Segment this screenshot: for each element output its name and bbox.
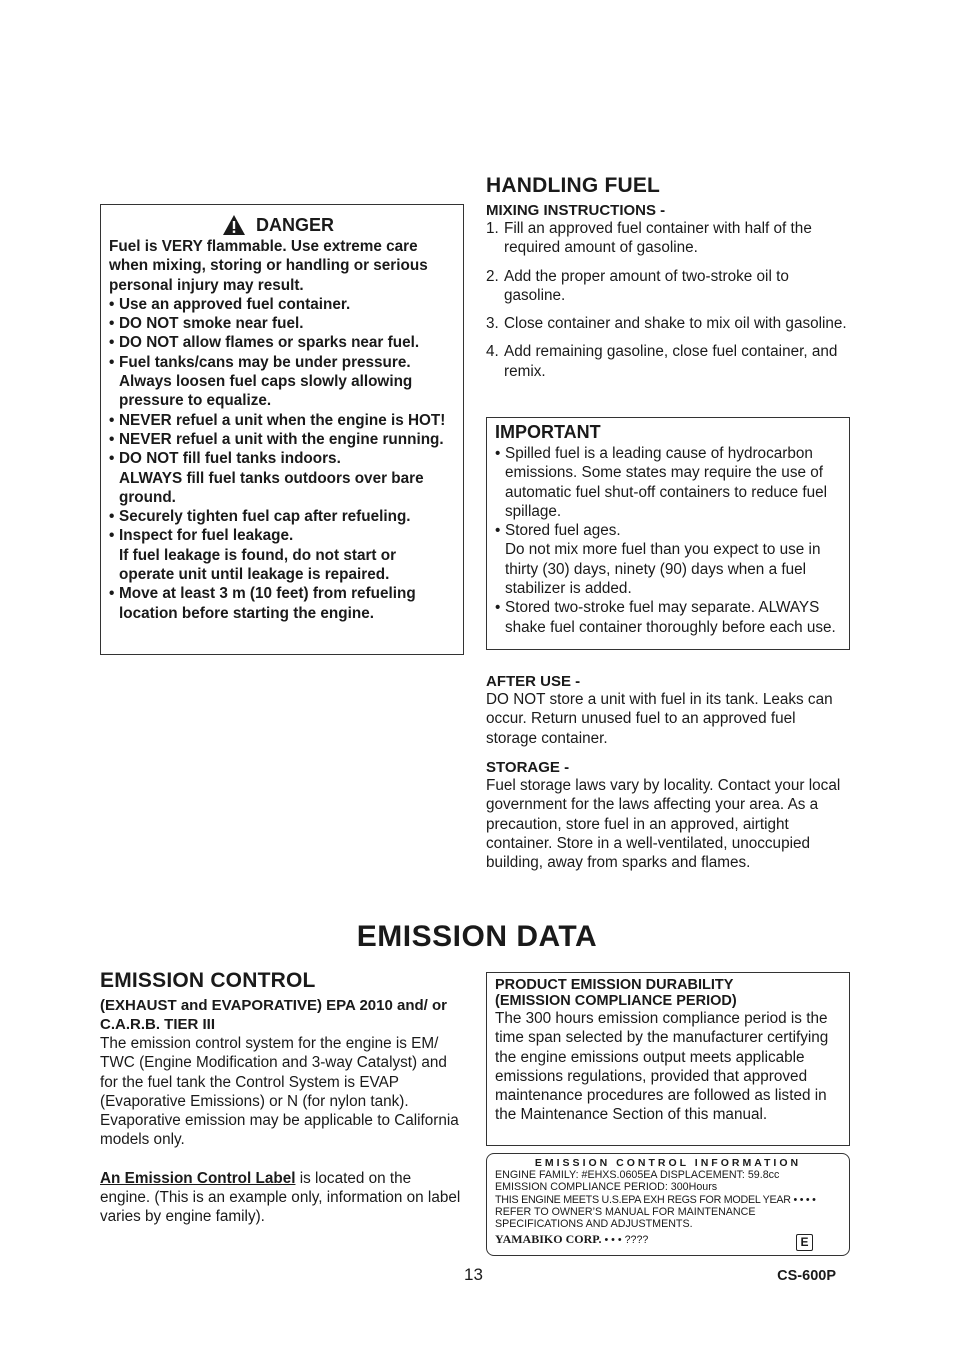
danger-label: DANGER bbox=[256, 214, 335, 235]
after-use-heading: AFTER USE - bbox=[486, 673, 581, 690]
danger-item: • Securely tighten fuel cap after refueling. bbox=[109, 507, 455, 526]
important-item bbox=[495, 521, 841, 598]
step-text: Add the proper amount of two-stroke oil to gasoline. bbox=[504, 267, 789, 304]
important-item-subtext: Do not mix more fuel than you expect to use in thirty (30) days, ninety (90) days when a fuel stabilizer is added. bbox=[505, 541, 821, 598]
label-line: REFER TO OWNER’S MANUAL FOR MAINTENANCE bbox=[495, 1205, 756, 1218]
danger-item: • DO NOT smoke near fuel. bbox=[109, 314, 455, 333]
danger-item-text: Inspect for fuel leakage. bbox=[119, 527, 294, 545]
e-badge-icon: E bbox=[796, 1234, 813, 1251]
step-number: 4. bbox=[486, 343, 499, 361]
mixing-step bbox=[486, 314, 848, 333]
mixing-step bbox=[486, 267, 848, 306]
danger-list bbox=[109, 295, 455, 623]
important-box bbox=[486, 417, 850, 650]
step-text: Add remaining gasoline, close fuel container, and remix. bbox=[504, 343, 838, 380]
storage-section bbox=[486, 759, 848, 872]
label-maker-line bbox=[495, 1233, 841, 1246]
label-line: ENGINE FAMILY: #EHXS.0605EA DISPLACEMENT: 59.8cc bbox=[495, 1169, 780, 1182]
handling-fuel-title: HANDLING FUEL bbox=[486, 174, 661, 197]
important-item: • Stored two-stroke fuel may separate. ALWAYS shake fuel container thoroughly before each use. bbox=[495, 598, 841, 637]
label-title: EMISSION CONTROL INFORMATION bbox=[534, 1157, 802, 1169]
emission-label-example bbox=[486, 1153, 850, 1256]
danger-item-subtext: If fuel leakage is found, do not start or operate unit until leakage is repaired. bbox=[119, 546, 397, 584]
warning-triangle-icon bbox=[222, 214, 246, 236]
step-text: Close container and shake to mix oil with gasoline. bbox=[504, 315, 847, 333]
important-heading: IMPORTANT bbox=[495, 422, 601, 442]
label-line: SPECIFICATIONS AND ADJUSTMENTS. bbox=[495, 1218, 693, 1231]
emission-data-title: EMISSION DATA bbox=[356, 920, 598, 953]
durability-box bbox=[486, 972, 850, 1146]
danger-item bbox=[109, 526, 455, 584]
emission-control-section bbox=[100, 969, 464, 1227]
page-number: 13 bbox=[464, 1265, 483, 1284]
danger-item: • Fuel tanks/cans may be under pressure. Always loosen fuel caps slowly allowing pressure to equalize. bbox=[109, 353, 455, 411]
storage-heading: STORAGE - bbox=[486, 759, 570, 776]
danger-item: • DO NOT allow flames or sparks near fuel. bbox=[109, 333, 455, 352]
emission-control-title: EMISSION CONTROL bbox=[100, 969, 316, 992]
label-maker-suffix: • • • ???? bbox=[601, 1234, 649, 1247]
handling-fuel-section bbox=[486, 174, 848, 390]
important-list bbox=[495, 444, 841, 637]
danger-item-text: DO NOT fill fuel tanks indoors. bbox=[119, 450, 341, 468]
step-number: 2. bbox=[486, 267, 499, 285]
important-item-text: Stored fuel ages. bbox=[505, 522, 621, 540]
mixing-heading: MIXING INSTRUCTIONS - bbox=[486, 202, 666, 219]
after-use-section bbox=[486, 673, 850, 748]
durability-heading-line1: PRODUCT EMISSION DURABILITY bbox=[495, 977, 734, 993]
label-line: THIS ENGINE MEETS U.S.EPA EXH REGS FOR MODEL YEAR • • • • bbox=[495, 1193, 816, 1206]
label-maker: YAMABIKO CORP. bbox=[495, 1232, 602, 1247]
important-item: • Spilled fuel is a leading cause of hydrocarbon emissions. Some states may require the use of automatic fuel shut-off containers to reduce fuel spillage. bbox=[495, 444, 841, 521]
emission-label-text: is located on the engine. (This is an example only, information on label varies by engine family). bbox=[100, 1169, 461, 1226]
danger-heading bbox=[222, 213, 455, 237]
danger-item: • Use an approved fuel container. bbox=[109, 295, 455, 314]
mixing-step bbox=[486, 219, 848, 258]
step-number: 3. bbox=[486, 315, 499, 333]
emission-control-text: The emission control system for the engine is EM/ TWC (Engine Modification and 3-way Catalyst) and for the fuel tank the Control System is EVAP (Evaporative Emissions) or N (for nylon tank). Evaporative emission may be applicable to California models only. bbox=[100, 1035, 459, 1149]
mixing-step bbox=[486, 342, 848, 381]
step-number: 1. bbox=[486, 220, 499, 237]
durability-text: The 300 hours emission compliance period is the time span selected by the manufacturer certifying the engine emissions output meets applicable emissions regulations, provided that approved maintenance procedures are followed as listed in the Maintenance Section of this manual. bbox=[495, 1010, 829, 1124]
danger-item bbox=[109, 449, 455, 507]
emission-control-subheading: (EXHAUST and EVAPORATIVE) EPA 2010 and/ or C.A.R.B. TIER III bbox=[100, 997, 448, 1033]
durability-heading-line2: (EMISSION COMPLIANCE PERIOD) bbox=[495, 993, 737, 1009]
danger-item: • NEVER refuel a unit with the engine running. bbox=[109, 430, 455, 449]
model-number: CS-600P bbox=[777, 1268, 836, 1284]
label-line: EMISSION COMPLIANCE PERIOD: 300Hours bbox=[495, 1181, 718, 1194]
danger-item: • NEVER refuel a unit when the engine is HOT! bbox=[109, 411, 455, 430]
mixing-steps bbox=[486, 219, 848, 381]
danger-box bbox=[100, 204, 464, 655]
after-use-text: DO NOT store a unit with fuel in its tank. Leaks can occur. Return unused fuel to an approved fuel storage container. bbox=[486, 691, 833, 747]
storage-text: Fuel storage laws vary by locality. Contact your local government for the laws affecting your area. As a precaution, store fuel in an approved, airtight container. Store in a well-ventilated, unoccupied building, away from sparks and flames. bbox=[486, 777, 841, 872]
emission-label-link: An Emission Control Label bbox=[100, 1169, 296, 1187]
emission-label-note bbox=[100, 1169, 464, 1227]
step-text: Fill an approved fuel container with half of the required amount of gasoline. bbox=[504, 220, 812, 257]
danger-intro: Fuel is VERY flammable. Use extreme care when mixing, storing or handling or serious personal injury may result. bbox=[109, 238, 428, 294]
danger-item-subtext: ALWAYS fill fuel tanks outdoors over bare ground. bbox=[119, 469, 424, 506]
danger-item: • Move at least 3 m (10 feet) from refueling location before starting the engine. bbox=[109, 584, 455, 623]
